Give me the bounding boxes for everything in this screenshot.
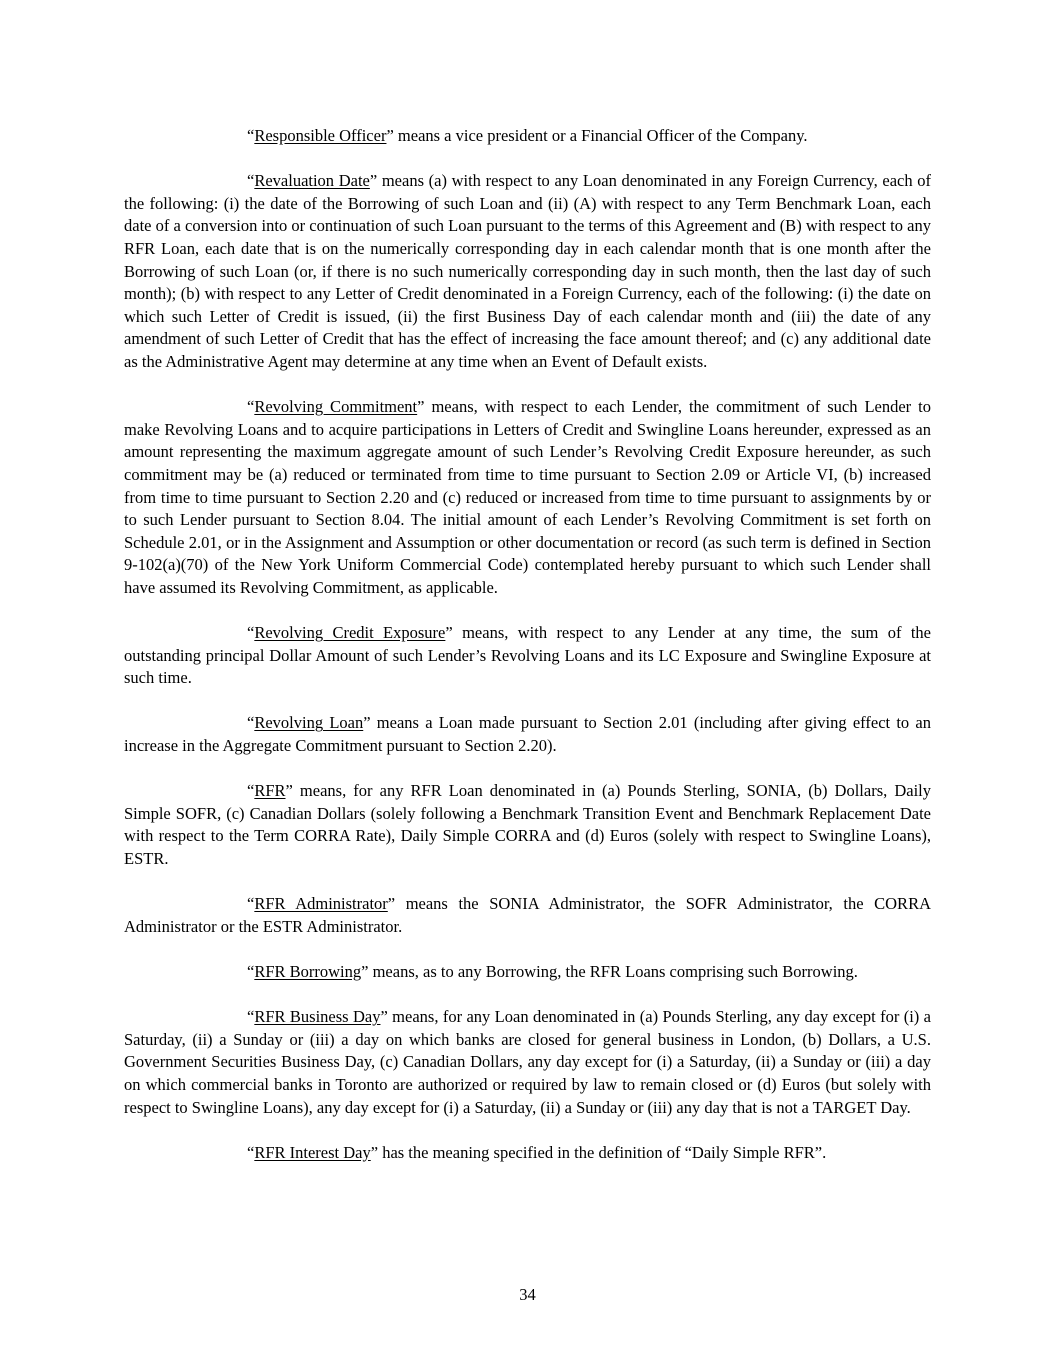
definition-paragraph: [124, 712, 931, 757]
definition-paragraph: [124, 1006, 931, 1119]
definition-paragraph: [124, 1142, 931, 1165]
close-quote: ”: [370, 1142, 379, 1162]
definition-text: means (a) with respect to any Loan denominated in any Foreign Currency, each of the following: (i) the date of the Borrowing of such Loan and (ii) (A) with respect to any Term Benchmark Loan, each date of a conversion into or continuation of such Loan pursuant to the terms of this Agreement and (B) with respect to any RFR Loan, each date that is on the numerically corresponding day in each calendar month that is one month after the Borrowing of such Loan (or, if there is no such numerically corresponding day in such month, then the last day of such month); (b) with respect to any Letter of Credit denominated in a Foreign Currency, each of the following: (i) the date on which such Letter of Credit is issued, (ii) the first Business Day of each calendar month and (iii) the date of any amendment of such Letter of Credit that has the effect of increasing the face amount thereof; and (c) any additional date as the Administrative Agent may determine at any time when an Event of Default exists.: [124, 171, 931, 371]
open-quote: “: [247, 1142, 255, 1162]
close-quote: ”: [380, 1007, 388, 1027]
definition-paragraph: [124, 396, 931, 599]
close-quote: ”: [445, 623, 453, 643]
definition-paragraph: [124, 125, 931, 148]
defined-term: Responsible Officer: [254, 126, 387, 145]
defined-term: Revaluation Date: [254, 171, 370, 191]
open-quote: “: [247, 1007, 255, 1027]
open-quote: “: [247, 126, 255, 145]
close-quote: ”: [387, 894, 396, 914]
definition-paragraph: [124, 961, 931, 984]
definition-text: means, for any RFR Loan denominated in (a) Pounds Sterling, SONIA, (b) Dollars, Daily Simple SOFR, (c) Canadian Dollars (solely following a Benchmark Transition Event and Benchmark Replacement Date with respect to the Term CORRA Rate), Daily Simple CORRA and (d) Euros (solely with respect to Swingline Loans), ESTR.: [124, 781, 931, 868]
open-quote: “: [247, 781, 255, 801]
defined-term: RFR Borrowing: [254, 961, 362, 981]
defined-term: Revolving Credit Exposure: [254, 623, 446, 643]
open-quote: “: [247, 894, 255, 914]
defined-term: RFR Interest Day: [254, 1142, 371, 1162]
definition-paragraph: [124, 893, 931, 938]
close-quote: ”: [363, 713, 371, 733]
definition-text: means a Loan made pursuant to Section 2.01 (including after giving effect to an increase in the Aggregate Commitment pursuant to Section 2.20).: [124, 713, 932, 756]
definition-text: has the meaning specified in the definition of “Daily Simple RFR”.: [378, 1142, 827, 1162]
definition-text: means, for any Loan denominated in (a) Pounds Sterling, any day except for (i) a Saturday, (ii) a Sunday or (iii) a day on which banks are closed for general business in London, (b) Dollars, a U.S. Government Securities Business Day, (c) Canadian Dollars, any day except for (i) a Saturday, (ii) a Sunday or (iii) a day on which commercial banks in Toronto are authorized or required by law to remain closed or (d) Euros (but solely with respect to Swingline Loans), any day except for (i) a Saturday, (ii) a Sunday or (iii) any day that is not a TARGET Day.: [124, 1007, 932, 1117]
definition-paragraph: [124, 622, 931, 690]
open-quote: “: [247, 397, 255, 417]
defined-term: RFR: [254, 781, 286, 801]
defined-term: RFR Administrator: [254, 894, 388, 914]
definition-text: means, as to any Borrowing, the RFR Loans comprising such Borrowing.: [368, 961, 858, 981]
page-number: 34: [519, 1285, 536, 1305]
defined-term: Revolving Loan: [254, 713, 364, 733]
definition-text: means a vice president or a Financial Officer of the Company.: [393, 126, 808, 145]
close-quote: ”: [285, 781, 293, 801]
open-quote: “: [247, 623, 255, 643]
definition-text: means the SONIA Administrator, the SOFR Administrator, the CORRA Administrator or the ESTR Administrator.: [124, 894, 931, 936]
close-quote: ”: [386, 126, 394, 145]
definition-text: means, with respect to any Lender at any time, the sum of the outstanding principal Dollar Amount of such Lender’s Revolving Loans and its LC Exposure and Swingline Exposure at such time.: [124, 623, 931, 688]
close-quote: ”: [369, 171, 378, 191]
open-quote: “: [247, 961, 255, 981]
definition-paragraph: [124, 780, 931, 870]
defined-term: RFR Business Day: [254, 1007, 381, 1027]
defined-term: Revolving Commitment: [254, 397, 418, 417]
definition-text: means, with respect to each Lender, the commitment of such Lender to make Revolving Loans and to acquire participations in Letters of Credit and Swingline Loans hereunder, expressed as an amount representing the maximum aggregate amount of such Lender’s Revolving Credit Exposure hereunder, as such commitment may be (a) reduced or terminated from time to time pursuant to Section 2.09 or Article VI, (b) increased from time to time pursuant to Section 2.20 and (c) reduced or increased from time to time pursuant to assignments by or to such Lender pursuant to Section 8.04. The initial amount of each Lender’s Revolving Commitment is set forth on Schedule 2.01, or in the Assignment and Assumption or other documentation or record (as such term is defined in Section 9-102(a)(70) of the New York Uniform Commercial Code) contemplated hereby pursuant to which such Lender shall have assumed its Revolving Commitment, as applicable.: [124, 397, 931, 597]
close-quote: ”: [417, 397, 425, 417]
close-quote: ”: [361, 961, 369, 981]
open-quote: “: [247, 171, 255, 191]
definition-paragraph: [124, 170, 931, 373]
open-quote: “: [247, 713, 255, 733]
